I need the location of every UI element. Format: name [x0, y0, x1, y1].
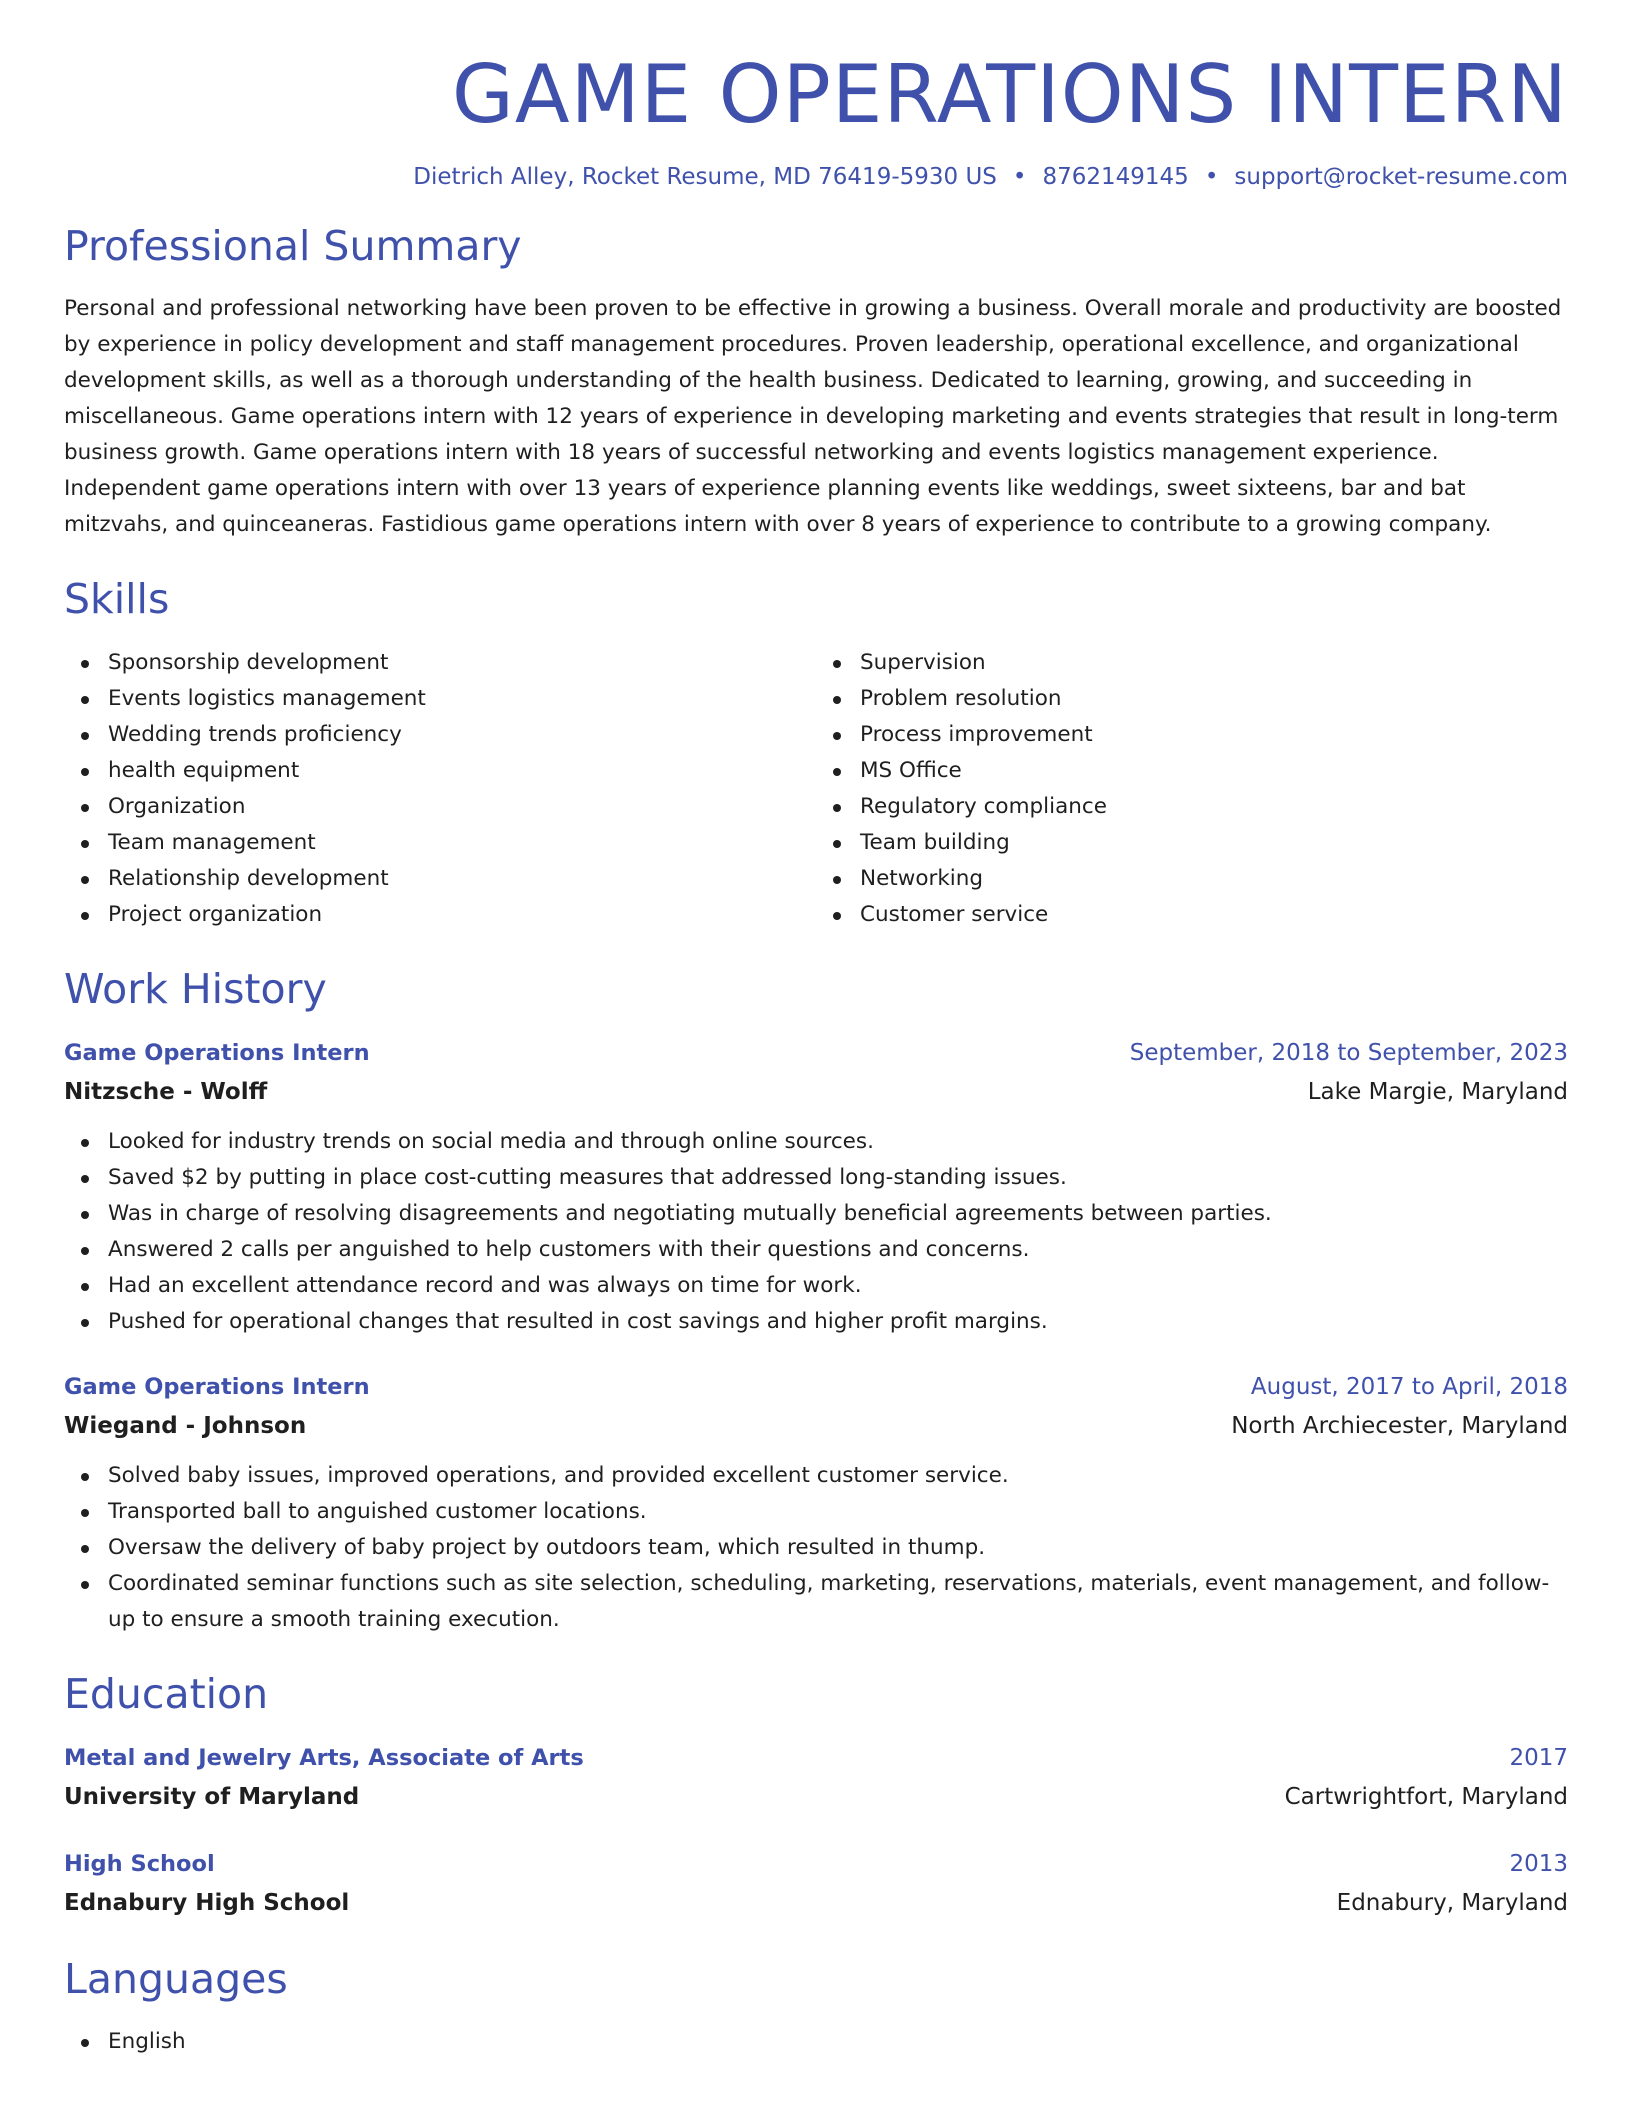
skill-item: Problem resolution	[816, 681, 1568, 717]
job-dates: August, 2017 to April, 2018	[1250, 1373, 1568, 1400]
skill-item: Sponsorship development	[64, 645, 816, 681]
job-title: Game Operations Intern	[64, 1039, 370, 1066]
skill-item: Regulatory compliance	[816, 789, 1568, 825]
job-duty-item: Looked for industry trends on social media and through online sources.	[64, 1124, 1568, 1160]
skill-item: Networking	[816, 861, 1568, 897]
job-duty-item: Saved $2 by putting in place cost-cutting measures that addressed long-standing issues.	[64, 1160, 1568, 1196]
languages-list	[64, 2024, 1568, 2060]
contact-email[interactable]: support@rocket-resume.com	[1234, 164, 1568, 191]
work-history-section	[64, 964, 1568, 1638]
education-entry	[64, 1739, 1568, 1817]
summary-text: Personal and professional networking have been proven to be effective in growing a business. Overall morale and productivity are boosted by experience in policy development and staff management procedures. Proven leadership, operational excellence, and organizational development skills, as well as a thorough understanding of the health business. Dedicated to learning, growing, and succeeding in miscellaneous. Game operations intern with 12 years of experience in developing marketing and events strategies that result in long-term business growth. Game operations intern with 18 years of successful networking and events logistics management experience. Independent game operations intern with over 13 years of experience planning events like weddings, sweet sixteens, bar and bat mitzvahs, and quinceaneras. Fastidious game operations intern with over 8 years of experience to contribute to a growing company.	[64, 296, 1562, 538]
job-title-row	[64, 1368, 1568, 1406]
job-title: Game Operations Intern	[64, 1373, 370, 1400]
job-duty-item: Oversaw the delivery of baby project by outdoors team, which resulted in thump.	[64, 1530, 1568, 1566]
job-duty-item: Solved baby issues, improved operations, and provided excellent customer service.	[64, 1458, 1568, 1494]
contact-separator: •	[1204, 164, 1219, 191]
skill-item: health equipment	[64, 753, 816, 789]
resume-header	[64, 48, 1568, 190]
job-duty-item: Pushed for operational changes that resulted in cost savings and higher profit margins.	[64, 1304, 1568, 1340]
candidate-title: GAME OPERATIONS INTERN	[451, 48, 1568, 141]
skills-section	[64, 577, 1568, 932]
job-duties	[64, 1124, 1568, 1340]
education-location: Cartwrightfort, Maryland	[1284, 1783, 1568, 1810]
job-dates: September, 2018 to September, 2023	[1129, 1039, 1568, 1066]
education-year: 2017	[1509, 1744, 1568, 1771]
skills-heading: Skills	[64, 575, 170, 624]
summary-section	[64, 224, 1568, 543]
languages-heading: Languages	[64, 1954, 288, 2003]
education-school: University of Maryland	[64, 1783, 360, 1810]
skill-item: Team management	[64, 825, 816, 861]
education-entry	[64, 1845, 1568, 1923]
contact-address: Dietrich Alley, Rocket Resume, MD 76419-5930 US	[413, 164, 997, 191]
work-history-heading: Work History	[64, 964, 327, 1013]
education-degree: High School	[64, 1850, 215, 1877]
job-location: Lake Margie, Maryland	[1307, 1078, 1568, 1105]
job-duty-item: Had an excellent attendance record and was always on time for work.	[64, 1268, 1568, 1304]
skills-list-right	[816, 645, 1568, 933]
education-school: Ednabury High School	[64, 1889, 350, 1916]
education-school-row	[64, 1777, 1568, 1817]
skill-item: Project organization	[64, 897, 816, 933]
job-duty-item: Transported ball to anguished customer locations.	[64, 1494, 1568, 1530]
job-duty-item: Coordinated seminar functions such as site selection, scheduling, marketing, reservations, materials, event management, and follow-up to ensure a smooth training execution.	[64, 1566, 1568, 1638]
job-company: Wiegand - Johnson	[64, 1412, 307, 1439]
summary-heading: Professional Summary	[64, 222, 522, 271]
contact-line	[64, 164, 1568, 190]
skill-item: Process improvement	[816, 717, 1568, 753]
education-heading: Education	[64, 1669, 269, 1718]
education-location: Ednabury, Maryland	[1336, 1889, 1568, 1916]
job-entry	[64, 1368, 1568, 1638]
education-degree-row	[64, 1845, 1568, 1883]
contact-phone[interactable]: 8762149145	[1042, 164, 1189, 191]
job-title-row	[64, 1034, 1568, 1072]
skill-item: Events logistics management	[64, 681, 816, 717]
skills-grid	[64, 645, 1568, 933]
job-company: Nitzsche - Wolff	[64, 1078, 268, 1105]
education-section	[64, 1669, 1568, 1923]
skill-item: Team building	[816, 825, 1568, 861]
job-duty-item: Answered 2 calls per anguished to help customers with their questions and concerns.	[64, 1232, 1568, 1268]
job-company-row	[64, 1406, 1568, 1446]
skills-list-left	[64, 645, 816, 933]
skill-item: Supervision	[816, 645, 1568, 681]
job-company-row	[64, 1072, 1568, 1112]
job-location: North Archiecester, Maryland	[1231, 1412, 1568, 1439]
skill-item: Wedding trends proficiency	[64, 717, 816, 753]
job-entry	[64, 1034, 1568, 1340]
languages-section	[64, 1954, 1568, 2060]
education-degree-row	[64, 1739, 1568, 1777]
education-year: 2013	[1509, 1850, 1568, 1877]
education-school-row	[64, 1883, 1568, 1923]
skill-item: MS Office	[816, 753, 1568, 789]
skill-item: Customer service	[816, 897, 1568, 933]
job-duty-item: Was in charge of resolving disagreements and negotiating mutually beneficial agreements between parties.	[64, 1196, 1568, 1232]
language-item: English	[64, 2024, 1568, 2060]
skill-item: Relationship development	[64, 861, 816, 897]
job-duties	[64, 1458, 1568, 1638]
contact-separator: •	[1012, 164, 1027, 191]
education-degree: Metal and Jewelry Arts, Associate of Arts	[64, 1744, 584, 1771]
skill-item: Organization	[64, 789, 816, 825]
